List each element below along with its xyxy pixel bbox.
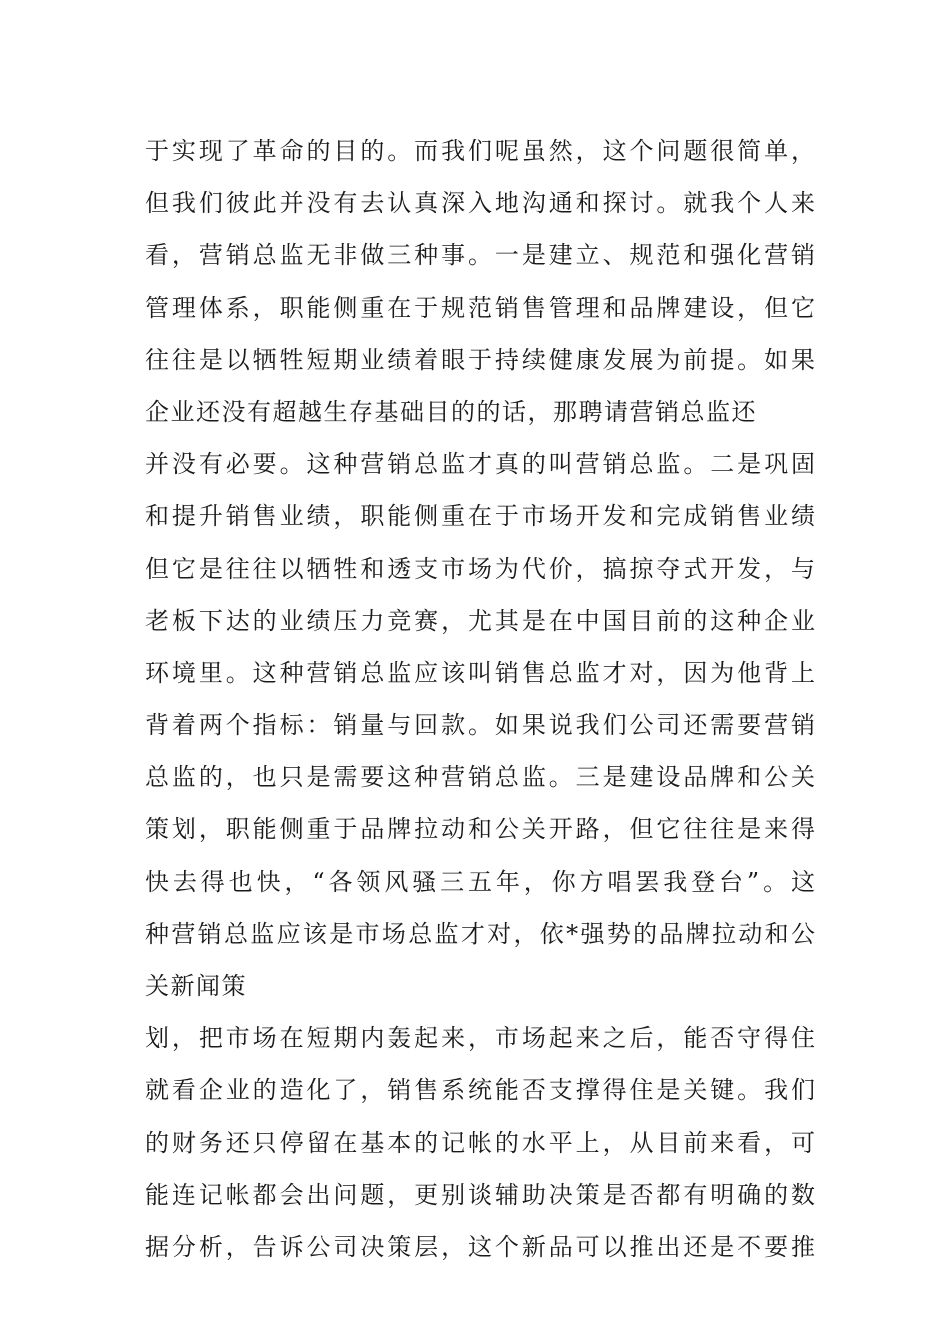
text-line: 企业还没有超越生存基础目的的话，那聘请营销总监还: [145, 397, 757, 426]
text-line: 能连记帐都会出问题，更别谈辅助决策是否都有明确的数: [145, 1180, 815, 1209]
text-line: 划，把市场在短期内轰起来，市场起来之后，能否守得住: [145, 1024, 815, 1053]
text-line: 往往是以牺牲短期业绩着眼于持续健康发展为前提。如果: [145, 345, 815, 374]
text-line: 管理体系，职能侧重在于规范销售管理和品牌建设，但它: [145, 293, 815, 322]
text-line: 就看企业的造化了，销售系统能否支撑得住是关键。我们: [145, 1076, 815, 1105]
text-line: 于实现了革命的目的。而我们呢虽然，这个问题很简单，: [145, 137, 815, 165]
text-line: 看，营销总监无非做三种事。一是建立、规范和强化营销: [145, 241, 815, 270]
text-line: 但我们彼此并没有去认真深入地沟通和探讨。就我个人来: [145, 189, 815, 218]
text-line: 老板下达的业绩压力竞赛，尤其是在中国目前的这种企业: [145, 606, 815, 635]
text-line: 策划，职能侧重于品牌拉动和公关开路，但它往往是来得: [145, 815, 815, 844]
text-line: 的财务还只停留在基本的记帐的水平上，从目前来看，可: [145, 1128, 815, 1157]
text-line: 据分析，告诉公司决策层，这个新品可以推出还是不要推: [145, 1232, 815, 1261]
text-line: 环境里。这种营销总监应该叫销售总监才对，因为他背上: [145, 658, 815, 687]
text-line: 但它是往往以牺牲和透支市场为代价，搞掠夺式开发，与: [145, 554, 815, 583]
text-line: 和提升销售业绩，职能侧重在于市场开发和完成销售业绩: [145, 502, 815, 531]
body-text: [145, 125, 815, 1273]
text-line: 背着两个指标：销量与回款。如果说我们公司还需要营销: [145, 711, 815, 740]
text-line: 快去得也快，“各领风骚三五年，你方唱罢我登台”。这: [145, 867, 815, 896]
text-line: 并没有必要。这种营销总监才真的叫营销总监。二是巩固: [145, 450, 815, 479]
text-line: 总监的，也只是需要这种营销总监。三是建设品牌和公关: [145, 763, 815, 792]
text-line: 种营销总监应该是市场总监才对，依*强势的品牌拉动和公: [145, 919, 815, 948]
text-line: 关新闻策: [145, 972, 247, 1000]
